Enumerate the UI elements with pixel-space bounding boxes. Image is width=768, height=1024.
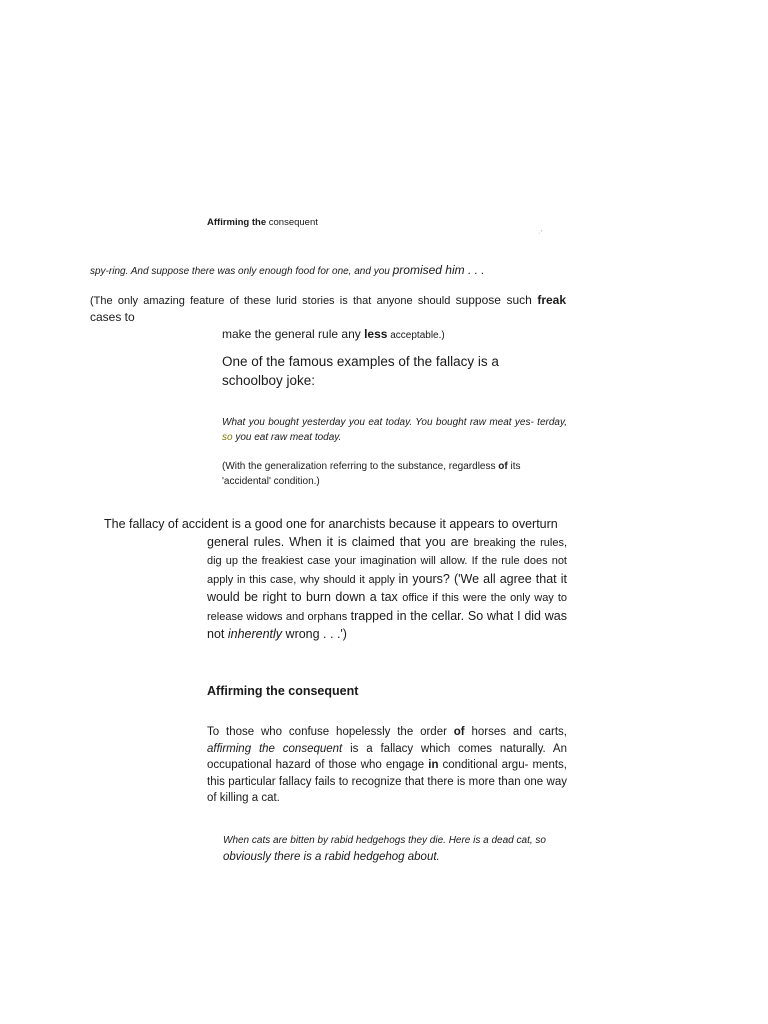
fragment-text: spy-ring. And suppose there was only enough food for one, and you	[90, 266, 393, 277]
para1-text-d: cases to	[90, 310, 135, 324]
lurid-stories-paragraph	[90, 292, 566, 344]
quote1-text-a: What you bought yesterday you eat today. You bought raw meat yes- terday,	[222, 417, 567, 428]
accident-text-c: general rules. When it is claimed that you are	[207, 534, 474, 549]
running-header-rest: consequent	[268, 217, 318, 228]
famous-examples-paragraph: One of the famous examples of the fallacy is a schoolboy joke:	[222, 354, 499, 388]
cart-text-a: To those who confuse hopelessly the order	[207, 726, 454, 738]
accident-inherently: inherently	[227, 627, 283, 641]
tick-mark: ·’	[538, 230, 542, 237]
quote1-so: so	[222, 432, 233, 443]
aside-of: of	[498, 461, 508, 472]
quote2-text-b: obviously there is a rabid hedgehog about.	[223, 851, 440, 863]
horses-and-carts-paragraph	[207, 724, 567, 807]
accident-text-g: trapped in the cellar. So what I did was not	[207, 608, 567, 641]
accident-text-a: The fallacy of accident is a good one for anarchists because it	[104, 517, 450, 531]
quote1-text-b: you eat raw meat today.	[232, 432, 342, 443]
cart-text-b: horses and carts,	[464, 726, 567, 738]
para1-freak: freak	[537, 293, 567, 307]
generalization-aside	[222, 459, 567, 489]
fallacy-of-accident-paragraph	[104, 516, 567, 644]
dead-cat-quote	[223, 833, 568, 866]
para1-text-a: (The only amazing feature of these lurid stories is that anyone should	[90, 295, 456, 307]
accident-text-i: wrong . . .')	[282, 627, 347, 641]
aside-text-b: its 'accidental' condition.)	[222, 461, 521, 487]
running-header-bold: Affirming the	[207, 217, 267, 228]
quote2-text-a: When cats are bitten by rabid hedgehogs they die. Here is a dead cat, so	[223, 835, 546, 846]
fragment-text-large: promised him . . .	[392, 263, 485, 277]
accident-text-d: breaking the rules, dig up the freakiest case your imagination will allow. If the rule does not apply in this case, why should it apply	[207, 536, 567, 586]
fragment-line	[90, 263, 485, 277]
para1-text-e: make the general rule any	[222, 327, 365, 341]
cart-in: in	[428, 759, 439, 771]
para1-less: less	[364, 327, 388, 341]
cart-of: of	[453, 726, 465, 738]
cart-text-e: conditional argu- ments, this particular fallacy fails to recognize that there is more than one way of killing a cat.	[207, 759, 567, 804]
para1-text-g: acceptable.)	[387, 330, 445, 341]
accident-text-e: in yours? ('We all agree that it would be right to burn down a tax	[207, 571, 567, 604]
running-header	[207, 217, 318, 228]
accident-text-b: appears to overturn	[449, 517, 558, 531]
accident-text-f: office if this were the only way to release widows and orphans	[207, 592, 567, 623]
schoolboy-joke-quote	[222, 415, 567, 445]
para1-text-b: suppose such	[455, 293, 538, 307]
cart-text-d: is a fallacy which comes naturally. An occupational hazard of those who engage	[207, 742, 567, 771]
cart-term: affirming the consequent	[207, 742, 343, 755]
aside-text-a: (With the generalization referring to the substance, regardless	[222, 461, 499, 472]
section-heading: Affirming the consequent	[207, 684, 359, 698]
